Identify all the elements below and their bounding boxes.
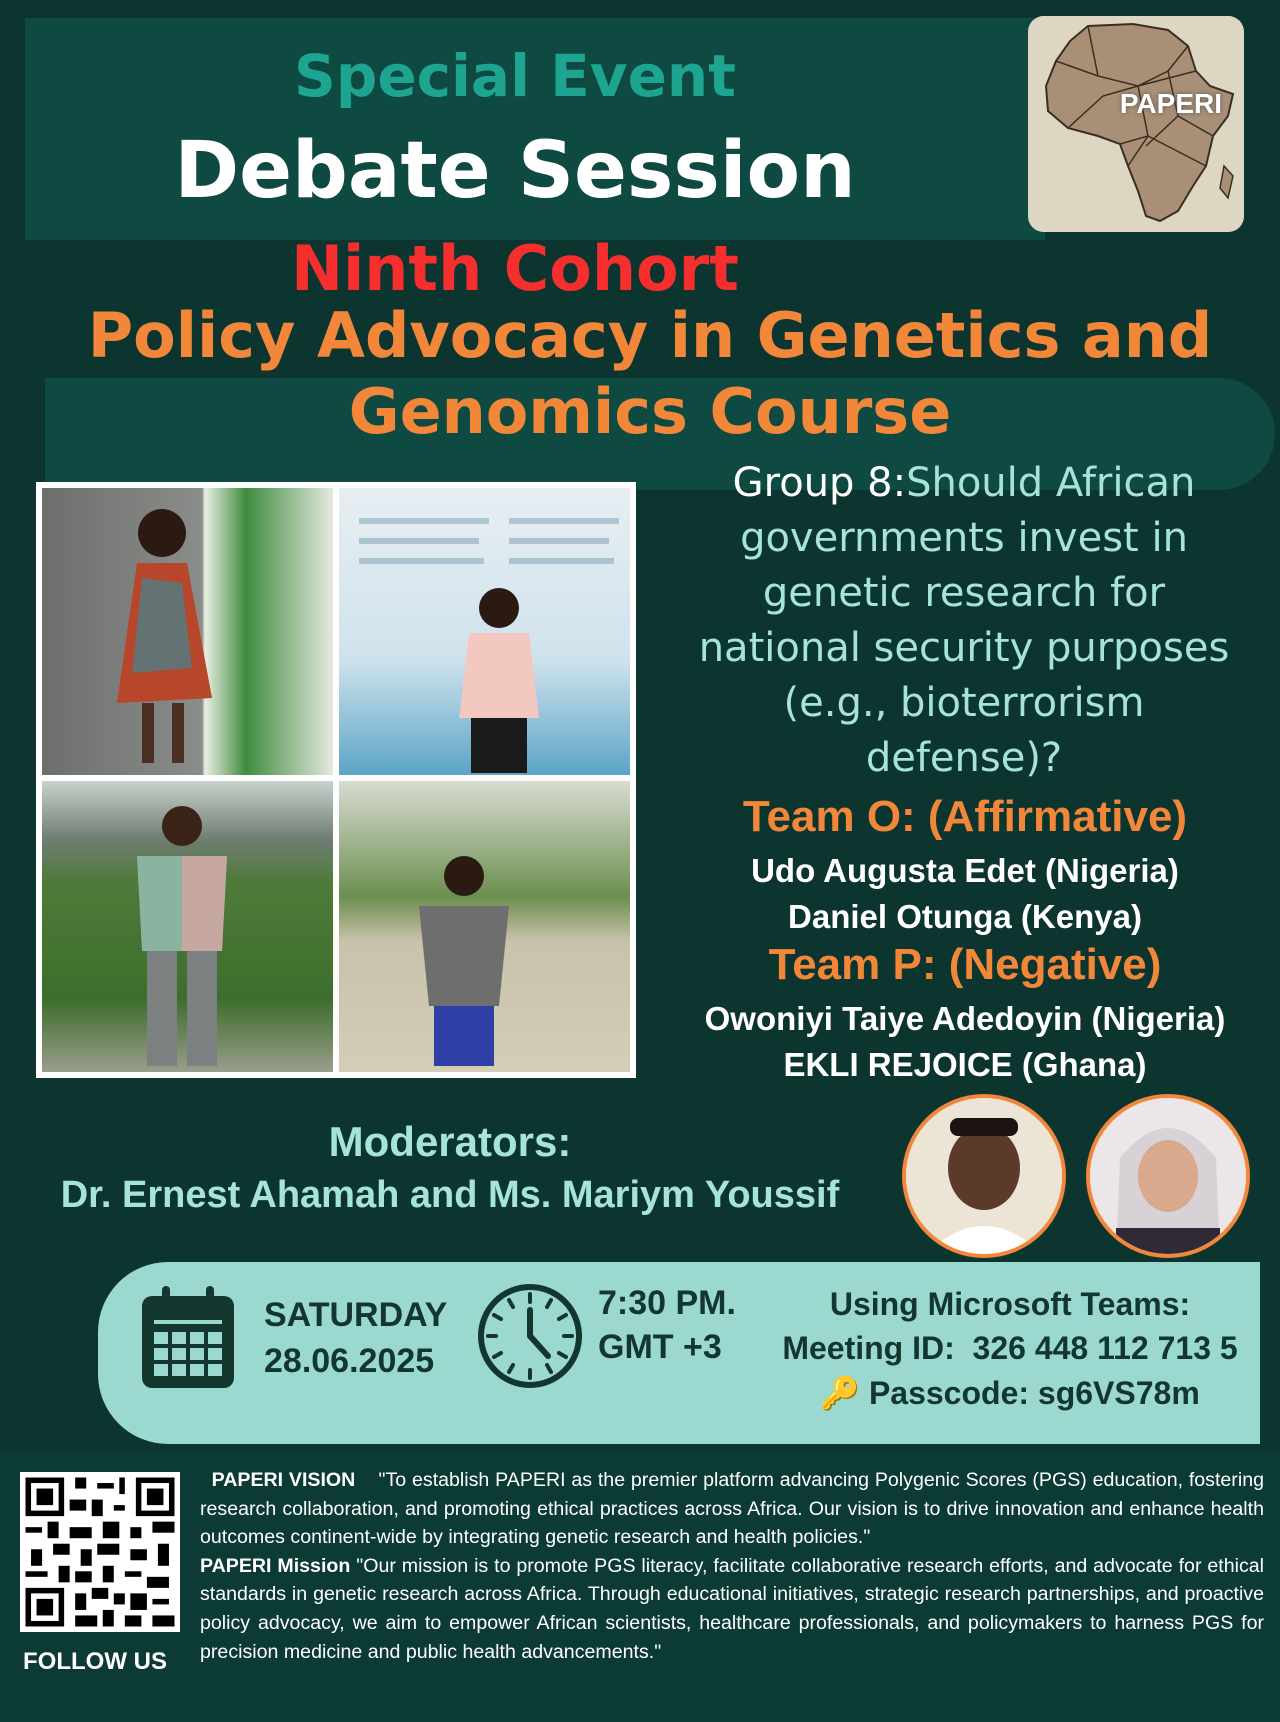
- qr-code[interactable]: [20, 1472, 180, 1632]
- person-2-silhouette: [339, 488, 630, 775]
- calendar-icon: [140, 1284, 236, 1390]
- africa-map-icon: [1028, 16, 1244, 232]
- person-3-silhouette: [42, 781, 333, 1072]
- team-o-member-1: Udo Augusta Edet (Nigeria): [751, 852, 1179, 889]
- question-line-6: defense)?: [865, 735, 1063, 781]
- paperi-logo: [1028, 16, 1244, 232]
- meeting-platform: Using Microsoft Teams:: [829, 1286, 1191, 1322]
- cohort-label: Ninth Cohort: [291, 232, 739, 305]
- team-o-member-2: Daniel Otunga (Kenya): [788, 898, 1142, 935]
- footer-statements: [200, 1466, 1264, 1666]
- participant-photo-collage: [36, 482, 636, 1078]
- team-p-member-1: Owoniyi Taiye Adedoyin (Nigeria): [704, 1000, 1226, 1037]
- moderator-avatar-1: [902, 1094, 1066, 1258]
- mission-text: "Our mission is to promote PGS literacy, facilitate collaborative research efforts, and advocate for ethical standards in genetic research across Africa. Through educational initiatives, strategic research partnerships, and proactive policy advocacy, we aim to empower African scientists, healthcare professionals, and policymakers to harness PGS for precision medicine and public health advancements.": [200, 1554, 1264, 1663]
- moderator-2-portrait: [1090, 1098, 1246, 1254]
- course-title-line-1: Policy Advocacy in Genetics and: [87, 299, 1213, 372]
- team-p-member-2: EKLI REJOICE (Ghana): [783, 1046, 1147, 1083]
- person-1-silhouette: [42, 488, 333, 775]
- event-day: SATURDAY: [264, 1296, 448, 1334]
- event-timezone: GMT +3: [598, 1328, 722, 1366]
- question-line-3: genetic research for: [762, 570, 1166, 616]
- page-title: Debate Session: [174, 126, 856, 216]
- meeting-id: Meeting ID: 326 448 112 713 5: [782, 1330, 1238, 1366]
- meeting-passcode: [750, 1374, 1270, 1412]
- group-label: Group 8:: [732, 460, 907, 506]
- moderators-names: Dr. Ernest Ahamah and Ms. Mariym Youssif: [60, 1174, 840, 1216]
- course-title: [70, 298, 1230, 450]
- event-time: 7:30 PM.: [598, 1284, 736, 1322]
- debate-question: [658, 456, 1270, 786]
- vision-label: PAPERI VISION: [211, 1469, 356, 1491]
- question-line-4: national security purposes: [698, 625, 1230, 671]
- participant-photo-3: [42, 781, 333, 1072]
- key-icon: 🔑: [820, 1375, 861, 1411]
- participant-photo-1: [42, 488, 333, 775]
- question-line-2: governments invest in: [740, 515, 1188, 561]
- participant-photo-4: [339, 781, 630, 1072]
- event-date: 28.06.2025: [264, 1342, 435, 1380]
- team-o-label: Team O: (Affirmative): [742, 792, 1188, 841]
- course-title-line-2: Genomics Course: [348, 375, 952, 448]
- moderator-avatar-2: [1086, 1094, 1250, 1258]
- special-event-label: Special Event: [294, 42, 736, 110]
- team-p-label: Team P: (Negative): [768, 940, 1162, 989]
- moderator-1-portrait: [906, 1098, 1062, 1254]
- passcode-text: Passcode: sg6VS78m: [868, 1375, 1200, 1411]
- question-line-1: Group 8:Should African: [732, 460, 1196, 506]
- person-4-silhouette: [339, 781, 630, 1072]
- qr-code-icon: [20, 1472, 180, 1632]
- mission-label: PAPERI Mission: [200, 1554, 351, 1577]
- follow-us-label: FOLLOW US: [23, 1648, 167, 1675]
- moderators-title: Moderators:: [328, 1118, 572, 1165]
- mission-statement: [200, 1552, 1264, 1666]
- participant-photo-2: [339, 488, 630, 775]
- vision-text: "To establish PAPERI as the premier platform advancing Polygenic Scores (PGS) education, fostering research collaboration, and promoting ethical practices across Africa. Our vision is to drive innovation and enhance health outcomes continent-wide by integrating genetic research and health policies.": [200, 1469, 1264, 1549]
- clock-icon: [476, 1282, 584, 1390]
- logo-text: PAPERI: [1119, 88, 1222, 119]
- vision-statement: [200, 1466, 1264, 1552]
- question-line-5: (e.g., bioterrorism: [783, 680, 1145, 726]
